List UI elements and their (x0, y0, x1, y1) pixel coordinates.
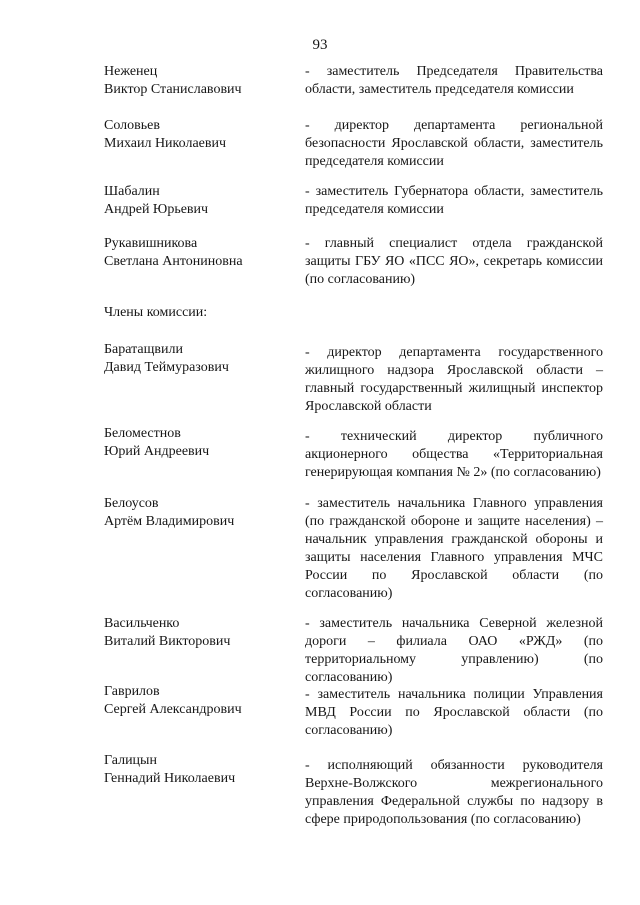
person-role: - заместитель начальника Главного управления (по гражданской обороне и защите населения) – начальник управления гражданской обороны и защиты населения Главного управления МЧС России по Ярославской области (по согласованию) (305, 496, 603, 601)
person-given-names: Давид Теймуразович (104, 360, 229, 375)
person-role: - заместитель начальника полиции Управления МВД России по Ярославской области (по согласованию) (305, 687, 603, 738)
person-given-names: Светлана Антониновна (104, 254, 243, 269)
person-role: - технический директор публичного акционерного общества «Территориальная генерирующая компания № 2» (по согласованию) (305, 429, 603, 480)
person-role: - директор департамента государственного жилищного надзора Ярославской области – главный государственный жилищный инспектор Ярославской области (305, 345, 603, 414)
person-given-names: Виталий Викторович (104, 634, 231, 649)
person-role: - исполняющий обязанности руководителя Верхне-Волжского межрегионального управления Федеральной службы по надзору в сфере природопользования (по согласованию) (305, 758, 603, 827)
person-surname: Белоусов (104, 496, 159, 511)
person-given-names: Юрий Андреевич (104, 444, 210, 459)
person-role: - главный специалист отдела гражданской защиты ГБУ ЯО «ПСС ЯО», секретарь комиссии (по согласованию) (305, 236, 603, 287)
person-role: - заместитель Губернатора области, заместитель председателя комиссии (305, 184, 603, 217)
person-surname: Соловьев (104, 118, 160, 133)
person-name (104, 183, 304, 219)
person-name (104, 495, 304, 531)
person-given-names: Андрей Юрьевич (104, 202, 209, 217)
person-given-names: Геннадий Николаевич (104, 771, 236, 786)
person-surname: Васильченко (104, 616, 180, 631)
person-name (104, 117, 304, 153)
person-name (104, 683, 304, 719)
person-surname: Баратащвили (104, 342, 183, 357)
person-given-names: Сергей Александрович (104, 702, 242, 717)
person-name (104, 235, 304, 271)
person-name (104, 615, 304, 651)
person-given-names: Михаил Николаевич (104, 136, 227, 151)
person-given-names: Артём Владимирович (104, 514, 235, 529)
person-role: - заместитель начальника Северной железной дороги – филиала ОАО «РЖД» (по территориальному управлению) (по согласованию) (305, 616, 603, 685)
person-surname: Неженец (104, 64, 158, 79)
members-heading: Члены комиссии: (104, 305, 208, 320)
person-surname: Шабалин (104, 184, 160, 199)
person-name (104, 752, 304, 788)
person-surname: Беломестнов (104, 426, 181, 441)
person-role: - заместитель Председателя Правительства области, заместитель председателя комиссии (305, 64, 603, 97)
page-number: 93 (312, 37, 328, 53)
person-role: - директор департамента региональной безопасности Ярославской области, заместитель председателя комиссии (305, 118, 603, 169)
person-name (104, 341, 304, 377)
person-surname: Рукавишникова (104, 236, 198, 251)
person-surname: Гаврилов (104, 684, 160, 699)
person-name (104, 425, 304, 461)
person-surname: Галицын (104, 753, 157, 768)
person-given-names: Виктор Станиславович (104, 82, 242, 97)
person-name (104, 63, 304, 99)
